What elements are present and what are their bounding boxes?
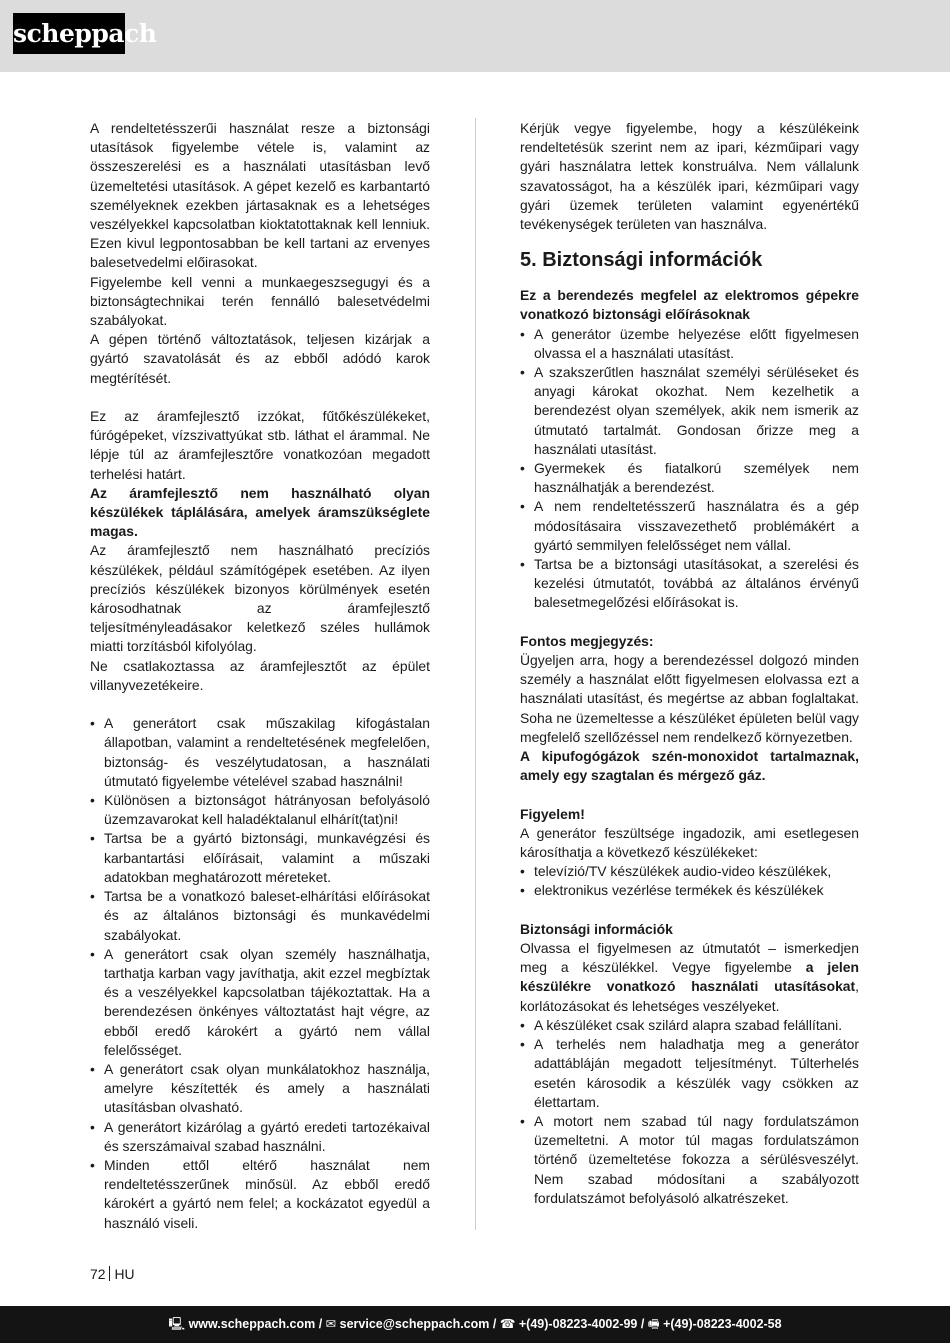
column-divider <box>475 118 476 1230</box>
footer-separator: / <box>637 1317 648 1331</box>
paragraph: Ne csatlakoztassa az áramfejlesztőt az épület villanyvezetékeire. <box>90 657 430 693</box>
list-item: • A generátort kizárólag a gyártó eredeti tartozékaival és szerszámaival szabad használni. <box>90 1118 430 1156</box>
bullet-list <box>90 714 430 1232</box>
paragraph: Ez az áramfejlesztő izzókat, fűtőkészülékeket, fúrógépeket, vízszivattyúkat stb. láthat el árammal. Ne lépje túl az áramfejlesztőre vonatkozóan megadott terhelési határt. <box>90 408 430 482</box>
text-span: Olvassa el figyelmesen az útmutatót – ismerkedjen meg a készülékkel. Vegye figyelembe <box>520 940 859 976</box>
list-item: • televízió/TV készülékek audio-video készülékek, <box>520 862 859 881</box>
page-header <box>0 0 950 72</box>
paragraph: A generátor feszültsége ingadozik, ami esetlegesen károsíthatja a következő készülékeket: <box>520 824 859 861</box>
paragraph: Kérjük vegye figyelembe, hogy a készülékeink rendeltetésük szerint nem az ipari, kézműipari vagy gyári használatra lettek konstruálva. Nem vállalunk szavatosságot, ha a készülék ipari, kézműipari vagy gyári üzemek területen valamint egyenértékű tevékenységek területen van használva. <box>520 120 859 233</box>
right-column <box>520 119 859 1208</box>
fax-icon: 🖷 <box>647 1317 660 1331</box>
section-heading: 5. Biztonsági információk <box>520 249 763 272</box>
list-item: • Gyermekek és fiatalkorú személyek nem használhatják a berendezést. <box>520 459 859 497</box>
left-column <box>90 119 430 1233</box>
paragraph: A gépen történő változtatások, teljesen kizárjak a gyártó szavatolását és az ebből adódó karok megtérítését. <box>90 331 430 386</box>
note-title: Fontos megjegyzés: <box>520 632 654 649</box>
page-number-separator <box>109 1266 110 1281</box>
paragraph: Ügyeljen arra, hogy a berendezéssel dolgozó minden személy a használat előtt figyelmesen elolvassa ezt a használati utasítást, és megértse az abban foglaltakat. Soha ne üzemeltesse a készüléket épületen belül vagy megfelelő szellőzéssel nem rendelkező környezetben. <box>520 652 859 745</box>
footer-separator: / <box>489 1317 500 1331</box>
warning-paragraph: Az áramfejlesztő nem használható olyan készülékek táplálására, amelyek áramszükséglete magas. <box>90 484 430 540</box>
bullet-list <box>520 862 859 900</box>
paragraph <box>520 939 859 1016</box>
email-link[interactable]: service@scheppach.com <box>339 1317 490 1331</box>
brand-logo: scheppach <box>13 13 125 54</box>
list-item: • A generátort csak olyan személy használhatja, tarthatja karban vagy javíthatja, akit ezzel megbíztak és a veszélyekkel kapcsolatban tájékoztattak. Ha a berendezésen önkényes változtatást hajt végre, az ebből eredő károkért a gyártó nem vállal felelősséget. <box>90 945 430 1060</box>
list-item: • A készüléket csak szilárd alapra szabad felállítani. <box>520 1016 859 1035</box>
list-item: • elektronikus vezérlése termékek és készülékek <box>520 881 859 900</box>
phone-icon: ☎ <box>499 1317 516 1331</box>
phone-number: +(49)-08223-4002-99 <box>518 1317 638 1331</box>
list-item: • A nem rendeltetésszerű használatra és a gép módosításaira visszavezethető problémákért a gyártó semmilyen felelősséget nem vállal. <box>520 497 859 555</box>
warning-paragraph: A kipufogógázok szén-monoxidot tartalmaznak, amely egy szagtalan és mérgező gáz. <box>520 748 859 784</box>
bullet-list <box>520 1016 859 1208</box>
page-number <box>90 1265 135 1283</box>
paragraph: Figyelembe kell venni a munkaegeszsegugyi és a biztonságtechnikai terén fennálló balesetvédelmi szabályokat. <box>90 273 430 329</box>
language-code: HU <box>114 1266 135 1282</box>
fax-number: +(49)-08223-4002-58 <box>663 1317 782 1331</box>
subheading: Biztonsági információk <box>520 920 673 937</box>
list-item: • A terhelés nem haladhatja meg a generátor adattábláján megadott teljesítményt. Túlterhelés esetén károsodik a készülék vagy csökken az élettartam. <box>520 1035 859 1112</box>
subheading: Ez a berendezés megfelel az elektromos gépekre vonatkozó biztonsági előírásoknak <box>520 287 859 323</box>
list-item: • Tartsa be a gyártó biztonsági, munkavégzési és karbantartási előírásait, valamint a műszaki adatokban meghatározott méreteket. <box>90 829 430 887</box>
warning-title: Figyelem! <box>520 805 585 822</box>
list-item: • A generátort csak olyan munkálatokhoz használja, amelyre készítették és amely a használati utasításban olvasható. <box>90 1060 430 1118</box>
contact-footer <box>0 1306 950 1343</box>
page-number-value: 72 <box>90 1266 106 1282</box>
paragraph: A rendeltetésszerűi használat resze a biztonsági utasítások figyelembe vétele is, valamint az összeszerelési es a használati utasításban levő üzemeltetési utasítások. A gépet kezelő es karbantartó személyeknek ezekben jártasaknak es a lehetséges veszélyekkel kapcsolatban kioktatottaknak kell lenniuk. Ezen kivul legpontosabban be kell tartani az ervenyes balesetvedelmi előirasokat. <box>90 120 430 271</box>
list-item: • A generátor üzembe helyezése előtt figyelmesen olvassa el a használati utasítást. <box>520 325 859 363</box>
list-item: • A szakszerűtlen használat személyi sérüléseket és anyagi károkat okozhat. Nem kezelhetik a berendezést olyan személyek, akik nem ismerik az útmutató tartalmát. Gondosan őrizze meg a használati utasítást. <box>520 363 859 459</box>
bold-span: a jelen készülékre vonatkozó használati utasításokat <box>520 959 859 995</box>
text-span: , korlátozásokat és lehetséges veszélyeket. <box>520 978 859 1014</box>
list-item: • Tartsa be a biztonsági utasításokat, a szerelési és kezelési útmutatót, továbbá az általános érvényű balesetmegelőzési előírásokat is. <box>520 555 859 613</box>
list-item: • Tartsa be a vonatkozó baleset-elhárítási előírásokat és az általános biztonsági és munkavédelmi szabályokat. <box>90 887 430 945</box>
list-item: • Különösen a biztonságot hátrányosan befolyásoló üzemzavarokat kell haladéktalanul elhárít(tat)ni! <box>90 791 430 829</box>
footer-separator: / <box>315 1317 326 1331</box>
paragraph: Az áramfejlesztő nem használható precíziós készülékek, például számítógépek esetében. Az ilyen precíziós készülékek bizonyos körülmények esetén károsodhatnak az áramfejlesztő teljesítményleadásakor keletkező széles hullámok miatti torzításból kifolyólag. <box>90 542 430 655</box>
list-item: • A motort nem szabad túl nagy fordulatszámon üzemeltetni. A motor túl magas fordulatszámon történő üzemeltetése fokozza a sérülésveszélyt. Nem szabad módosítani a szabályozott fordulatszámot befolyásoló alkatrészeket. <box>520 1112 859 1208</box>
bullet-list <box>520 325 859 613</box>
envelope-icon: ✉ <box>325 1317 337 1331</box>
computer-icon: 🖳 <box>168 1317 186 1331</box>
list-item: • A generátort csak műszakilag kifogástalan állapotban, valamint a rendeltetésének megfelelően, biztonság- és veszélytudatosan, a használati útmutató figyelembe vételével szabad használni! <box>90 714 430 791</box>
list-item: • Minden ettől eltérő használat nem rendeltetésszerűnek minősül. Az ebből eredő károkért a gyártó nem felel; a kockázatot egyedül a használó viseli. <box>90 1156 430 1233</box>
website-link[interactable]: www.scheppach.com <box>188 1317 316 1331</box>
